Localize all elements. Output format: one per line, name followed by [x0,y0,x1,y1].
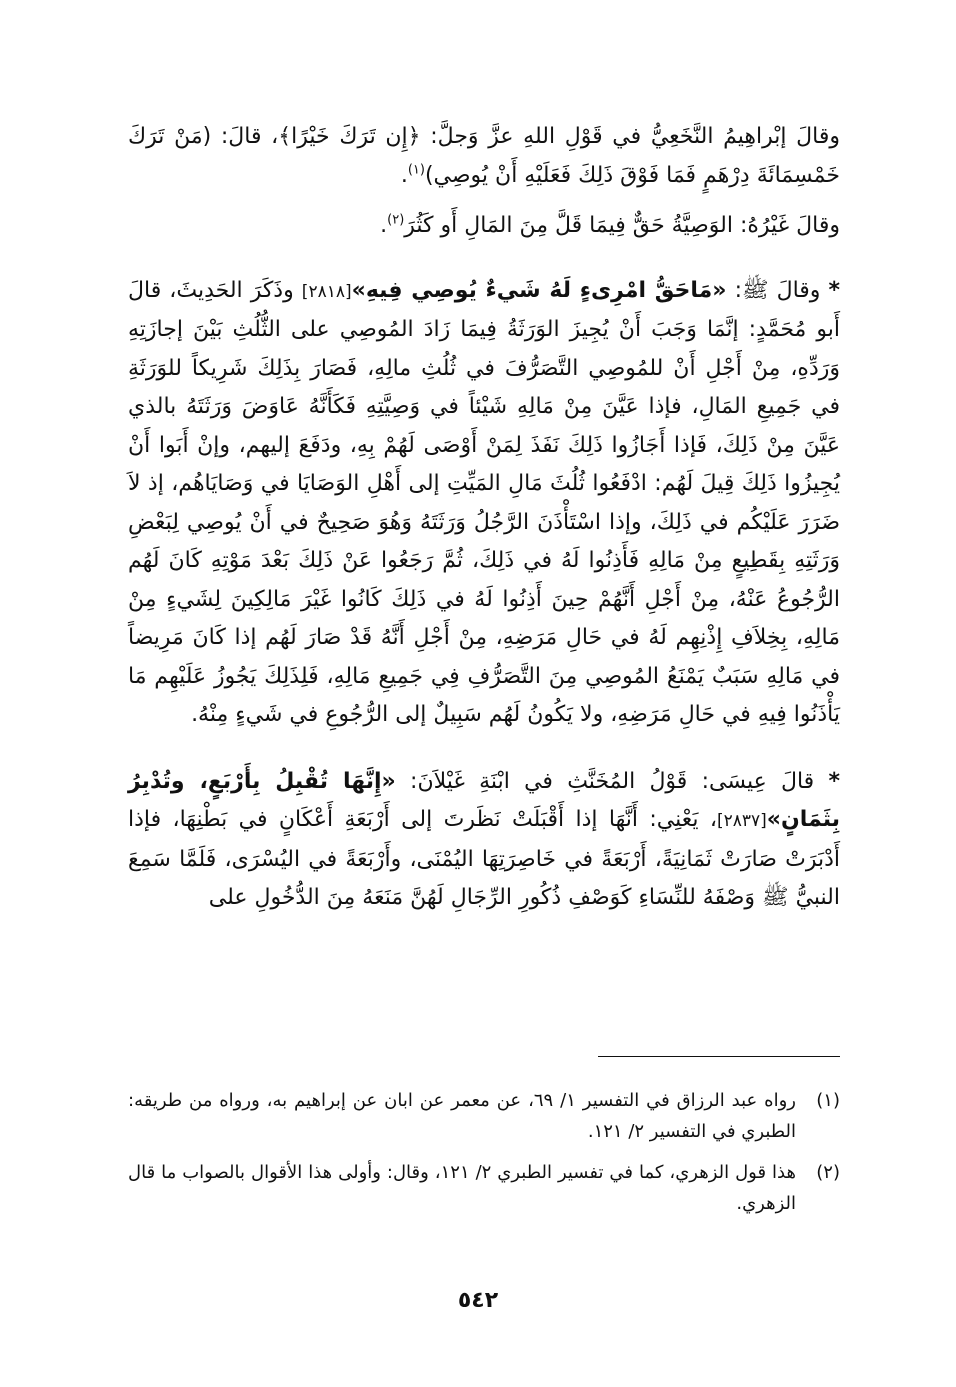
paragraph-text: وذَكَرَ الحَدِيثَ، قالَ أَبو مُحَمَّدٍ: إنَّمَا وَجَبَ أَنْ يُجِيزَ الوَرَثَةُ فِيمَا زَادَ المُوصِي على الثُّلُثِ بَيْنَ إجازَتِهِ وَرَدِّهِ، مِنْ أَجْلِ أَنْ للمُوصِي التَّصَرُّفَ في ثُلُثِ مالِهِ، فَصَارَ بِذَلِكَ شَرِيكاً للوَرَثَةِ في جَمِيعِ المَالِ، فإذا عَيَّنَ مِنْ مَالِهِ شَيْئاً في وَصِيَّتِهِ فَكَأَنَّهُ عَاوَضَ وَرَثَتَهُ بالذي عَيَّنَ مِنْ ذَلِكَ، فَإذا أَجَازُوا ذَلِكَ نَفَذَ لِمَنْ أَوْصَى لَهُمْ بِهِ، ودَفَعَ إليهم، وإنْ أَبَوا أَنْ يُجِيزُوا ذَلِكَ قِيلَ لَهُم: ادْفَعُوا ثُلُثَ مَالِ المَيِّتِ إلى أَهْلِ الوَصَايَا في وَصَايَاهُم، إذ لاَ ضَرَرَ عَلَيْكُم في ذَلِكَ، وإذا اسْتَأْذَنَ الرَّجُلُ وَرَثَتَهُ وَهُوَ صَحِيحٌ في أَنْ يُوصِي لِبَعْضِ وَرَثَتِهِ بِقَطِيعٍ مِنْ مَالِهِ فَأَذِنُوا لَهُ في ذَلِكَ، ثُمَّ رَجَعُوا عَنْ ذَلِكَ بَعْدَ مَوْتِهِ كَانَ لَهُم الرُّجُوعُ عَنْهُ، مِنْ أَجْلِ أَنَّهُمْ حِينَ أَذِنُوا لَهُ في ذَلِكَ كَانُوا غَيْرَ مَالِكِينَ لِشَيءٍ مِنْ مَالِهِ، بِخِلاَفِ إِذْنِهِم لَهُ في حَالِ مَرَضِهِ، مِنْ أَجْلِ أَنَّهُ قَدْ صَارَ لَهُم إذا كَانَ مَرِيضاً في مَالِهِ سَبَبٌ يَمْنَعُ المُوصِي مِنَ التَّصَرُّفِ فِي جَمِيعِ مَالِهِ، فَلِذَلِكَ يَجُوزُ عَلَيْهِم مَا يَأْذَنُوا فِيهِ في حَالِ مَرَضِهِ، ولا يَكُونُ لَهُم سَبِيلٌ إلى الرُّجُوعِ في شَيءٍ مِنْهُ. [128,277,840,727]
footnote-number: (١) [816,1090,840,1111]
paragraph-ibrahim-nakhai [128,118,840,195]
paragraph-text: وقالَ إبْراهِيمُ النَّخَعِيُّ في قَوْلِ اللهِ عزَّ وَجلَّ: ﴿إِن تَرَكَ خَيْرًا﴾، قالَ: (مَنْ تَرَكَ خَمْسِمَائَةَ دِرْهَمٍ فَمَا فَوْقَ ذَلِكَ فَعَلَيْهِ أَنْ يُوصِي) [128,124,840,188]
paragraph-others-said [128,207,840,246]
sentence-end: . [380,213,388,238]
footnote-marker-1[interactable]: (١) [407,162,425,178]
main-text [128,118,840,918]
paragraph-lead: وقالَ ﷺ: [734,277,821,303]
hadith-quote: «إِنَّهَا تُقْبِلُ بِأَرْبَعٍ، وتُدْبِرُ بِثَمَانٍ» [128,768,840,832]
footnote-text: هذا قول الزهري، كما في تفسير الطبري ٢/ ١٢١، وقال: وأولى هذا الأقوال بالصواب ما قال الزهري. [128,1162,796,1214]
footnote-marker-2[interactable]: (٢) [387,212,405,228]
hadith-reference: [٢٨٣٧] [716,811,767,831]
footnote-separator [598,1056,840,1057]
paragraph-lead: قالَ عِيسَى: قَوْلُ المُخَنَّثِ في ابْنَةِ غَيْلاَنَ: [410,768,815,794]
footnote-number: (٢) [816,1162,840,1183]
footnotes [128,1085,840,1229]
star-marker: * [828,768,840,794]
footnote-1 [128,1085,840,1147]
paragraph-text: ، يَعْنِي: أَنَّهَا إذا أَقْبَلَتْ نَظَرتَ إلى أَرْبَعَةِ أَعْكَانٍ في بَطْنِهَا، فإذا أَدْبَرَتْ صَارَتْ ثَمَانِيَةً، أَرْبَعَةً في خَاصِرَتِهَا اليُمْنَى، وأَرْبَعَةً في اليُسْرَى، فَلَمَّا سَمِعَ النبيُّ ﷺ وَصْفَهُ للنِّسَاءِ كَوَصْفِ ذُكُورِ الرِّجَالِ لَهُنَّ مَنَعَهُ مِنَ الدُّخُولِ على [128,807,840,910]
star-marker: * [828,277,841,303]
sentence-end: . [400,162,408,188]
hadith-quote: «مَاحَقُّ امْرِىءٍ لَهُ شَيءٌ يُوصِي فِيهِ» [351,277,727,303]
hadith-reference: [٢٨١٨] [301,281,352,302]
page-number: ٥٤٢ [457,1288,499,1313]
footnote-2 [128,1157,840,1219]
paragraph-wasiyyah-hadith [128,272,840,735]
footnote-text: رواه عبد الرزاق في التفسير ١/ ٦٩، عن معمر عن ابان عن إبراهيم به، ورواه من طريقه: الطبري في التفسير ٢/ ١٢١. [128,1090,796,1142]
paragraph-text: وقالَ غَيْرُهُ: الوَصِيَّةُ حَقٌّ فِيمَا قَلَّ مِنَ المَالِ أَو كَثُرَ [404,213,840,238]
paragraph-mukhannath [128,763,840,918]
